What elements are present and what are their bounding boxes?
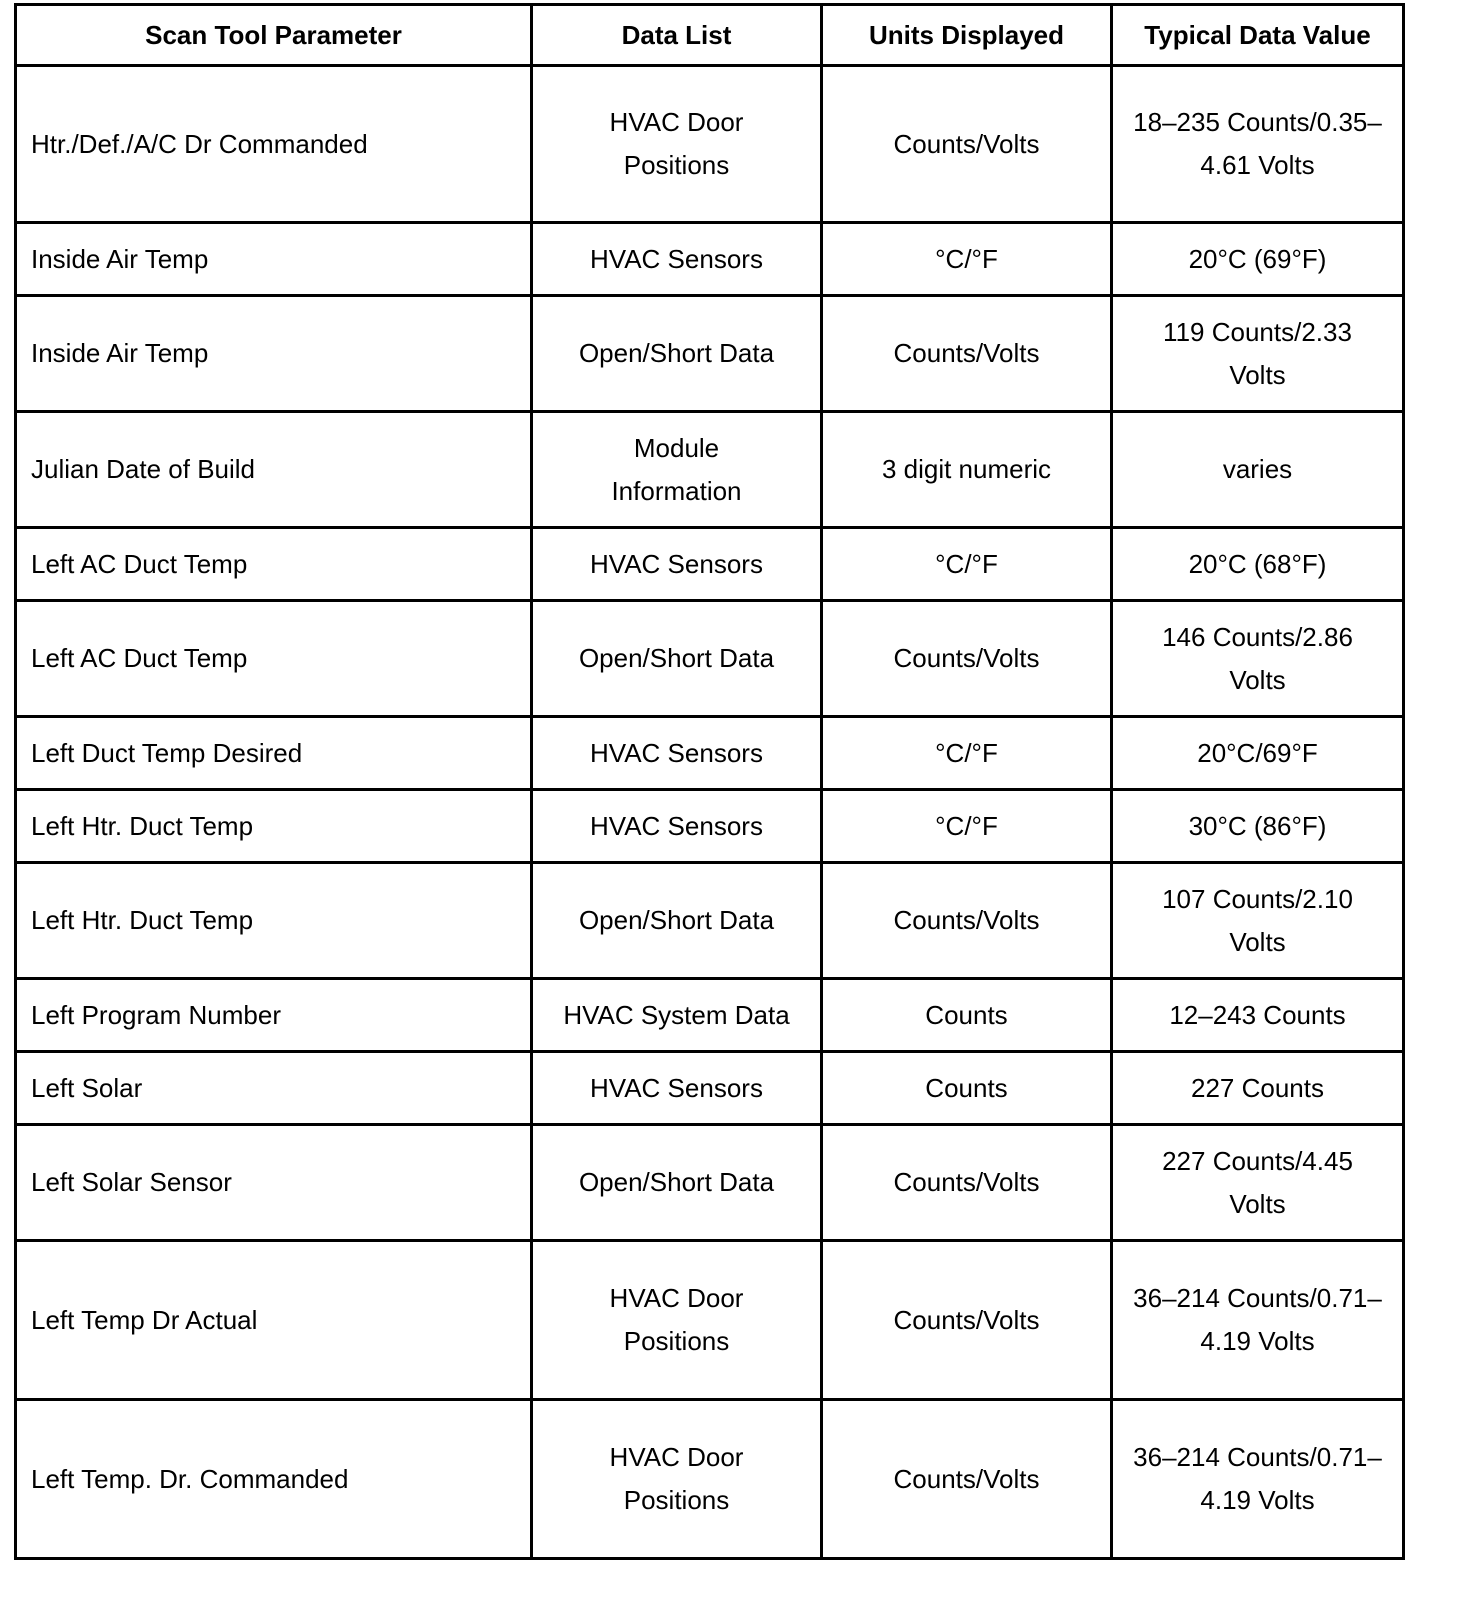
typical-value-text: 20°C (69°F) [1188, 243, 1327, 274]
cell-data-list [532, 66, 822, 223]
table-row [16, 863, 1404, 979]
table-row [16, 1125, 1404, 1241]
units-text: Counts/Volts [893, 1463, 1040, 1494]
parameter-text: Inside Air Temp [31, 243, 209, 274]
cell-data-list [532, 863, 822, 979]
cell-typical-value [1112, 790, 1404, 863]
parameter-text: Left Program Number [31, 999, 281, 1030]
cell-typical-value [1112, 412, 1404, 528]
cell-units [822, 790, 1112, 863]
cell-typical-value [1112, 717, 1404, 790]
cell-typical-value [1112, 296, 1404, 412]
parameter-text: Left Temp. Dr. Commanded [31, 1463, 349, 1494]
cell-parameter [16, 601, 532, 717]
data-list-text: Open/Short Data [578, 338, 775, 368]
cell-units [822, 66, 1112, 223]
typical-value-text: 36–214 Counts/0.71–4.19 Volts [1133, 1442, 1382, 1515]
cell-units [822, 601, 1112, 717]
typical-value-text: 20°C (68°F) [1188, 548, 1327, 579]
cell-data-list [532, 296, 822, 412]
parameter-text: Left Duct Temp Desired [31, 737, 303, 768]
header-scan-tool-parameter: Scan Tool Parameter [16, 5, 532, 66]
cell-typical-value [1112, 863, 1404, 979]
table-row [16, 1052, 1404, 1125]
cell-data-list [532, 1125, 822, 1241]
units-text: Counts [925, 1072, 1008, 1103]
cell-typical-value [1112, 1125, 1404, 1241]
header-data-list: Data List [532, 5, 822, 66]
units-text: Counts/Volts [893, 128, 1040, 159]
cell-data-list [532, 223, 822, 296]
data-list-text: Open/Short Data [578, 643, 775, 673]
table-row [16, 296, 1404, 412]
data-list-text: Open/Short Data [578, 1167, 775, 1197]
cell-parameter [16, 223, 532, 296]
cell-typical-value [1112, 1400, 1404, 1559]
typical-value-text: 227 Counts/4.45 Volts [1162, 1145, 1353, 1219]
cell-units [822, 528, 1112, 601]
cell-typical-value [1112, 528, 1404, 601]
cell-parameter [16, 1400, 532, 1559]
table-row [16, 1241, 1404, 1400]
units-text: 3 digit numeric [881, 454, 1052, 484]
typical-value-text: 20°C/69°F [1197, 737, 1318, 768]
typical-value-text: 18–235 Counts/0.35–4.61 Volts [1133, 107, 1382, 180]
cell-typical-value [1112, 223, 1404, 296]
data-list-text: HVAC Sensors [590, 810, 763, 841]
cell-parameter [16, 717, 532, 790]
cell-data-list [532, 979, 822, 1052]
cell-units [822, 296, 1112, 412]
units-text: Counts/Volts [893, 643, 1040, 673]
parameter-text: Left Htr. Duct Temp [31, 905, 254, 935]
parameter-text: Left Temp Dr Actual [31, 1304, 258, 1335]
data-list-text: HVAC Sensors [590, 1072, 763, 1103]
cell-data-list [532, 601, 822, 717]
data-list-text: HVAC Door Positions [609, 107, 744, 180]
cell-typical-value [1112, 1052, 1404, 1125]
cell-parameter [16, 296, 532, 412]
parameter-text: Htr./Def./A/C Dr Commanded [31, 128, 368, 159]
cell-parameter [16, 528, 532, 601]
scan-tool-data-table [14, 3, 1405, 1560]
parameter-text: Julian Date of Build [31, 454, 256, 484]
cell-typical-value [1112, 66, 1404, 223]
table-row [16, 717, 1404, 790]
cell-parameter [16, 1241, 532, 1400]
units-text: °C/°F [935, 243, 998, 274]
parameter-text: Inside Air Temp [31, 338, 209, 368]
cell-units [822, 1052, 1112, 1125]
typical-value-text: varies [1222, 454, 1293, 484]
units-text: °C/°F [935, 737, 998, 768]
cell-data-list [532, 412, 822, 528]
cell-units [822, 1125, 1112, 1241]
table-row [16, 979, 1404, 1052]
data-list-text: HVAC Sensors [590, 548, 763, 579]
data-list-text: HVAC Door Positions [609, 1283, 744, 1356]
cell-data-list [532, 1241, 822, 1400]
table-row [16, 601, 1404, 717]
cell-units [822, 412, 1112, 528]
data-list-text: Module Information [611, 432, 742, 506]
cell-parameter [16, 412, 532, 528]
cell-parameter [16, 979, 532, 1052]
typical-value-text: 36–214 Counts/0.71–4.19 Volts [1133, 1283, 1382, 1356]
cell-parameter [16, 1052, 532, 1125]
cell-parameter [16, 1125, 532, 1241]
units-text: Counts/Volts [893, 905, 1040, 935]
units-text: Counts/Volts [893, 1304, 1040, 1335]
parameter-text: Left Solar [31, 1072, 143, 1103]
cell-units [822, 1400, 1112, 1559]
data-list-text: HVAC Door Positions [609, 1442, 744, 1515]
parameter-text: Left Solar Sensor [31, 1167, 232, 1197]
cell-data-list [532, 528, 822, 601]
cell-parameter [16, 790, 532, 863]
cell-units [822, 979, 1112, 1052]
cell-data-list [532, 1052, 822, 1125]
header-units-displayed: Units Displayed [822, 5, 1112, 66]
typical-value-text: 146 Counts/2.86 Volts [1162, 621, 1353, 695]
cell-data-list [532, 717, 822, 790]
units-text: Counts/Volts [893, 1167, 1040, 1197]
cell-parameter [16, 66, 532, 223]
typical-value-text: 107 Counts/2.10 Volts [1162, 883, 1353, 957]
header-typical-data-value: Typical Data Value [1112, 5, 1404, 66]
typical-value-text: 227 Counts [1191, 1072, 1324, 1103]
parameter-text: Left AC Duct Temp [31, 643, 248, 673]
parameter-text: Left Htr. Duct Temp [31, 810, 254, 841]
typical-value-text: 30°C (86°F) [1188, 810, 1327, 841]
header-row [16, 5, 1404, 66]
cell-typical-value [1112, 1241, 1404, 1400]
cell-typical-value [1112, 601, 1404, 717]
table-row [16, 528, 1404, 601]
cell-typical-value [1112, 979, 1404, 1052]
cell-units [822, 863, 1112, 979]
table-row [16, 66, 1404, 223]
parameter-text: Left AC Duct Temp [31, 548, 248, 579]
units-text: °C/°F [935, 810, 998, 841]
units-text: Counts/Volts [893, 338, 1040, 368]
data-list-text: HVAC System Data [563, 999, 790, 1030]
cell-data-list [532, 790, 822, 863]
table-row [16, 790, 1404, 863]
cell-units [822, 717, 1112, 790]
cell-units [822, 1241, 1112, 1400]
units-text: °C/°F [935, 548, 998, 579]
cell-parameter [16, 863, 532, 979]
typical-value-text: 12–243 Counts [1169, 999, 1346, 1030]
data-list-text: HVAC Sensors [590, 737, 763, 768]
typical-value-text: 119 Counts/2.33 Volts [1163, 316, 1352, 390]
table-row [16, 412, 1404, 528]
table-row [16, 1400, 1404, 1559]
table-row [16, 223, 1404, 296]
cell-units [822, 223, 1112, 296]
units-text: Counts [925, 999, 1008, 1030]
data-list-text: HVAC Sensors [590, 243, 763, 274]
cell-data-list [532, 1400, 822, 1559]
data-list-text: Open/Short Data [578, 905, 775, 935]
table-body [16, 66, 1404, 1559]
